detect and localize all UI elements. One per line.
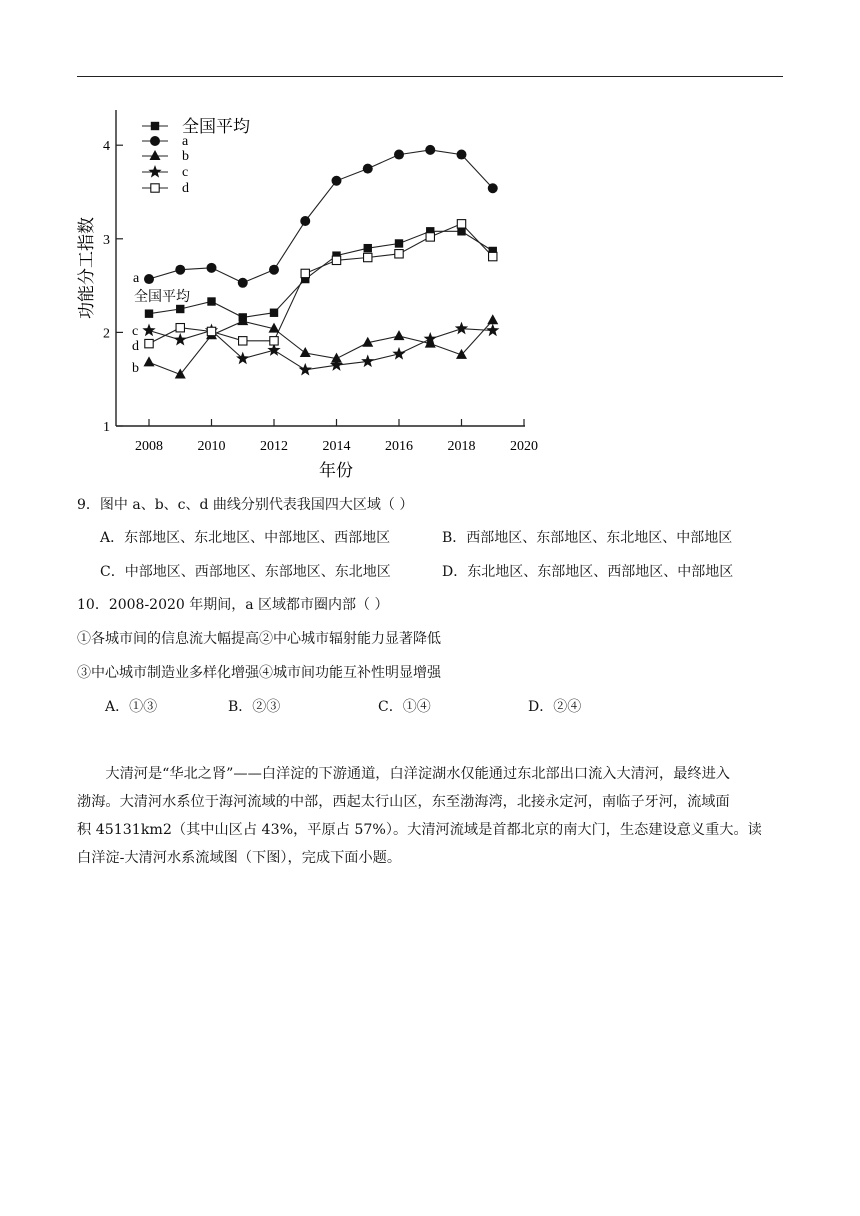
series-annotation: d: [132, 339, 139, 354]
series-annotation: a: [133, 271, 140, 286]
x-tick-label: 2014: [322, 439, 351, 454]
data-point: [174, 333, 187, 346]
series-lines: [149, 150, 493, 375]
series-annotation: c: [132, 324, 139, 339]
series-line: [149, 231, 493, 317]
y-tick-label: 3: [103, 232, 110, 248]
data-point: [488, 183, 498, 193]
y-axis-label: 功能分工指数: [77, 217, 97, 319]
data-point: [238, 278, 248, 288]
legend-label: 全国平均: [182, 117, 250, 137]
x-tick-label: 2010: [197, 439, 226, 454]
q10-option-b[interactable]: B．②③: [228, 699, 281, 715]
data-point: [361, 354, 374, 367]
q9-option-c[interactable]: C．中部地区、西部地区、东部地区、东北地区: [100, 564, 391, 580]
question-10-statements-1: ①各城市间的信息流大幅提高②中心城市辐射能力显著降低: [77, 631, 441, 647]
data-point: [489, 252, 497, 260]
data-point: [363, 164, 373, 174]
data-point: [394, 150, 404, 160]
data-point: [330, 358, 343, 371]
data-point: [176, 305, 184, 313]
data-point: [426, 233, 434, 241]
data-point: [207, 263, 217, 273]
legend-label: a: [182, 134, 189, 149]
data-point: [144, 356, 155, 366]
data-point: [239, 337, 247, 345]
data-point: [425, 145, 435, 155]
question-10-statements-2: ③中心城市制造业多样化增强④城市间功能互补性明显增强: [77, 665, 441, 681]
question-9-stem: 9．图中 a、b、c、d 曲线分别代表我国四大区域（ ）: [77, 497, 414, 513]
q9-option-a[interactable]: A．东部地区、东北地区、中部地区、西部地区: [100, 530, 391, 546]
legend-label: b: [182, 149, 189, 164]
passage-line: 白洋淀-大清河水系流域图（下图），完成下面小题。: [77, 850, 402, 866]
data-point: [145, 339, 153, 347]
data-point: [364, 253, 372, 261]
data-point: [145, 309, 153, 317]
series-markers: [142, 145, 499, 379]
data-point: [269, 265, 279, 275]
y-tick-label: 2: [103, 326, 110, 342]
q10-option-c[interactable]: C．①④: [378, 699, 431, 715]
data-point: [207, 327, 215, 335]
q9-option-d[interactable]: D．东北地区、东部地区、西部地区、中部地区: [442, 564, 734, 580]
data-point: [457, 150, 467, 160]
data-point: [301, 269, 309, 277]
x-tick-label: 2012: [260, 439, 288, 454]
data-point: [455, 322, 468, 335]
q10-option-a[interactable]: A．①③: [105, 699, 158, 715]
x-tick-label: 2018: [447, 439, 476, 454]
data-point: [364, 244, 372, 252]
series-annotation: b: [132, 361, 139, 376]
data-point: [300, 347, 311, 357]
data-point: [236, 352, 249, 365]
q9-option-b[interactable]: B．西部地区、东部地区、东北地区、中部地区: [442, 530, 733, 546]
data-point: [144, 274, 154, 284]
header-rule: [77, 76, 783, 77]
reading-passage: [77, 760, 783, 872]
data-point: [395, 250, 403, 258]
data-point: [207, 297, 215, 305]
data-point: [270, 309, 278, 317]
series-line: [149, 320, 493, 374]
x-tick-label: 2016: [385, 439, 413, 454]
chart-legend: [142, 117, 250, 196]
data-point: [394, 330, 405, 340]
legend-label: c: [182, 165, 189, 180]
y-tick-label: 1: [103, 420, 110, 435]
passage-line: 大清河是“华北之肾”——白洋淀的下游通道，白洋淀湖水仅能通过东北部出口流入大清河，最终进入: [105, 766, 730, 782]
data-point: [270, 337, 278, 345]
data-point: [142, 324, 155, 337]
y-tick-label: 4: [103, 139, 110, 155]
passage-line: 渤海。大清河水系位于海河流域的中部，西起太行山区，东至渤海湾，北接永定河，南临子牙河，流域面: [77, 794, 730, 810]
q10-option-d[interactable]: D．②④: [528, 699, 582, 715]
data-point: [395, 239, 403, 247]
line-chart: [70, 100, 550, 485]
series-line: [149, 150, 493, 283]
data-point: [487, 314, 498, 324]
series-line: [149, 224, 493, 344]
data-point: [332, 256, 340, 264]
legend-marker: [150, 150, 161, 160]
data-point: [176, 324, 184, 332]
x-axis-label: 年份: [319, 461, 353, 481]
data-point: [299, 363, 312, 376]
data-point: [300, 216, 310, 226]
question-10-stem: 10．2008-2020 年期间，a 区域都市圈内部（ ）: [77, 597, 389, 613]
legend-marker: [151, 122, 159, 130]
legend-label: d: [182, 181, 189, 196]
data-point: [457, 220, 465, 228]
data-point: [332, 176, 342, 186]
legend-marker: [151, 184, 159, 192]
data-point: [175, 265, 185, 275]
legend-marker: [150, 136, 160, 146]
x-tick-label: 2008: [135, 439, 163, 454]
x-tick-label: 2020: [510, 439, 538, 454]
data-point: [392, 347, 405, 360]
legend-marker: [148, 165, 161, 178]
series-annotation: 全国平均: [134, 289, 190, 305]
passage-line: 积 45131km2（其中山区占 43%，平原占 57%）。大清河流域是首都北京的南大门，生态建设意义重大。读: [77, 822, 762, 838]
